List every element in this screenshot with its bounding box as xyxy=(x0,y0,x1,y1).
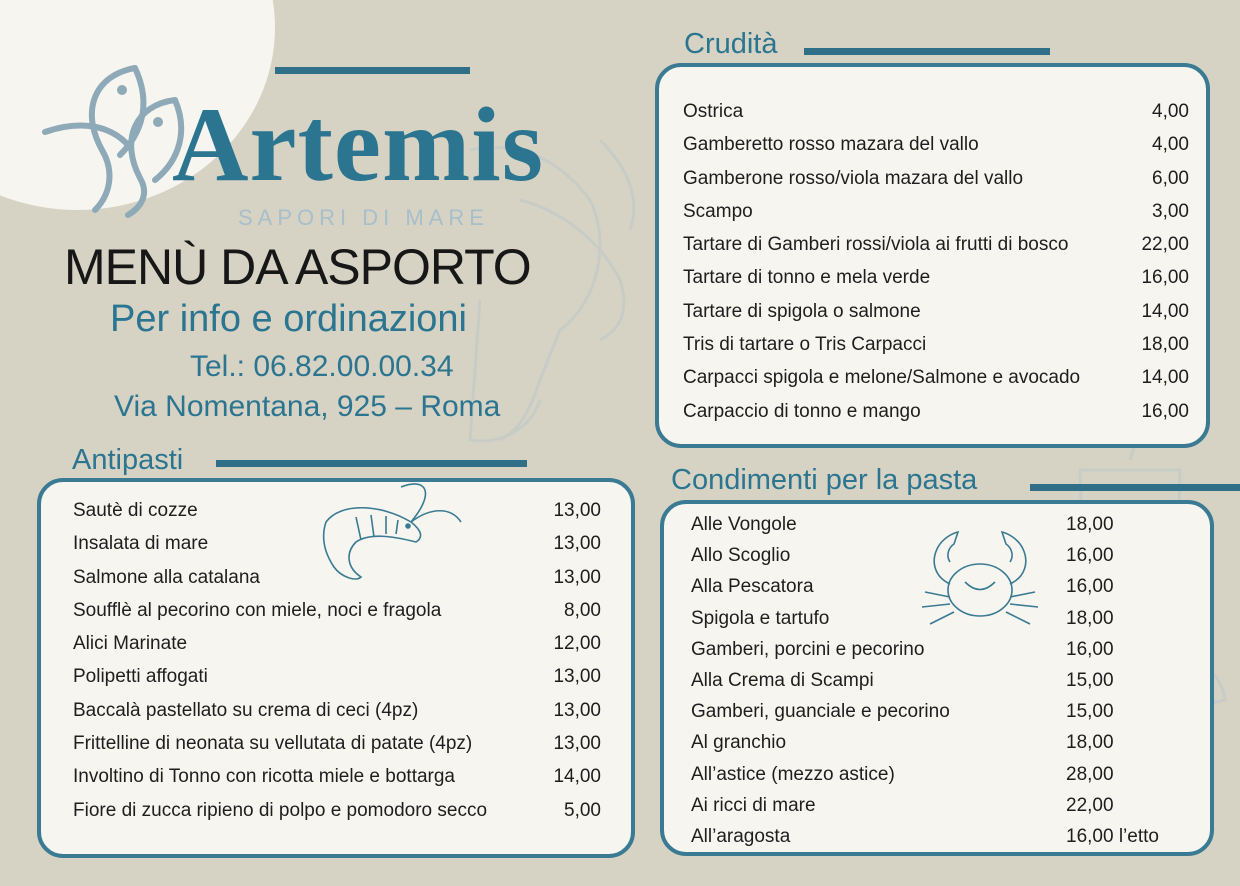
item-price: 13,00 xyxy=(553,733,601,755)
menu-item xyxy=(683,328,1189,361)
menu-item xyxy=(683,128,1189,161)
decorative-bar xyxy=(275,67,470,74)
item-price: 22,00 xyxy=(1066,794,1114,816)
item-name: Involtino di Tonno con ricotta miele e bottarga xyxy=(73,766,455,788)
menu-item xyxy=(691,821,1171,852)
item-price: 4,00 xyxy=(1152,134,1189,156)
item-name: Gamberi, porcini e pecorino xyxy=(691,638,925,660)
menu-item xyxy=(691,759,1171,790)
item-name: Alle Vongole xyxy=(691,514,797,535)
menu-item xyxy=(73,694,601,727)
item-name: Gamberone rosso/viola mazara del vallo xyxy=(683,167,1024,189)
item-price: 3,00 xyxy=(1152,200,1189,222)
item-price: 18,00 xyxy=(1066,514,1114,535)
menu-item xyxy=(691,727,1171,758)
item-name: Gamberetto rosso mazara del vallo xyxy=(683,134,979,156)
item-name: Carpacci spigola e melone/Salmone e avocado xyxy=(683,367,1081,389)
item-price: 13,00 xyxy=(553,699,601,721)
item-price: 5,00 xyxy=(564,799,601,821)
menu-item xyxy=(691,696,1171,727)
pasta-list xyxy=(691,509,1171,852)
item-name: Tris di tartare o Tris Carpacci xyxy=(683,334,927,356)
menu-item xyxy=(683,295,1189,328)
pasta-title: Condimenti per la pasta xyxy=(671,464,978,496)
item-price: 16,00 xyxy=(1141,400,1189,422)
item-price: 16,00 xyxy=(1141,267,1189,289)
item-price: 18,00 xyxy=(1141,334,1189,356)
item-name: Carpaccio di tonno e mango xyxy=(683,400,921,422)
item-price: 13,00 xyxy=(553,500,601,521)
item-name: Sautè di cozze xyxy=(73,500,198,521)
item-price: 14,00 xyxy=(553,766,601,788)
crudita-list xyxy=(683,95,1189,428)
brand-name: Artemis xyxy=(172,86,544,203)
item-name: Spigola e tartufo xyxy=(691,607,830,629)
item-name: Allo Scoglio xyxy=(691,545,791,567)
antipasti-panel xyxy=(37,478,635,858)
item-price: 16,00 xyxy=(1066,545,1114,567)
pasta-panel xyxy=(660,500,1214,856)
menu-item xyxy=(73,594,601,627)
menu-item xyxy=(683,361,1189,394)
info-heading: Per info e ordinazioni xyxy=(110,298,467,340)
antipasti-list xyxy=(73,494,601,827)
item-name: Scampo xyxy=(683,200,753,222)
item-name: Al granchio xyxy=(691,732,787,754)
item-price: 16,00 xyxy=(1066,638,1114,660)
menu-item xyxy=(73,660,601,693)
item-price: 4,00 xyxy=(1152,101,1189,122)
crudita-panel xyxy=(655,63,1210,448)
item-price: 16,00 xyxy=(1066,576,1114,598)
item-price: 18,00 xyxy=(1066,607,1114,629)
antipasti-title: Antipasti xyxy=(72,444,184,476)
item-name: All’aragosta xyxy=(691,825,791,847)
item-price: 12,00 xyxy=(553,633,601,655)
menu-item xyxy=(73,727,601,760)
crudita-title: Crudità xyxy=(684,28,778,60)
menu-item xyxy=(683,162,1189,195)
menu-item xyxy=(73,527,601,560)
menu-item xyxy=(683,261,1189,294)
item-price: 13,00 xyxy=(553,666,601,688)
menu-title: MENÙ DA ASPORTO xyxy=(64,239,531,295)
item-price: 15,00 xyxy=(1066,669,1114,691)
two-fish-logo-icon xyxy=(40,60,190,220)
item-name: Gamberi, guanciale e pecorino xyxy=(691,701,950,723)
item-price: 18,00 xyxy=(1066,732,1114,754)
item-name: Polipetti affogati xyxy=(73,666,208,688)
item-price: 8,00 xyxy=(564,599,601,621)
menu-item xyxy=(683,195,1189,228)
menu-item xyxy=(691,540,1171,571)
menu-item xyxy=(73,794,601,827)
item-price: 6,00 xyxy=(1152,167,1189,189)
menu-item xyxy=(73,561,601,594)
menu-item xyxy=(73,494,601,527)
menu-item xyxy=(691,603,1171,634)
phone-number: Tel.: 06.82.00.00.34 xyxy=(190,350,454,383)
item-name: Insalata di mare xyxy=(73,533,209,555)
item-name: Salmone alla catalana xyxy=(73,566,260,588)
item-name: Tartare di tonno e mela verde xyxy=(683,267,931,289)
item-price: 13,00 xyxy=(553,566,601,588)
item-name: Ostrica xyxy=(683,101,744,122)
item-price: 28,00 xyxy=(1066,763,1114,785)
brand-tagline: SAPORI DI MARE xyxy=(238,205,489,230)
item-name: Frittelline di neonata su vellutata di patate (4pz) xyxy=(73,733,473,755)
menu-item xyxy=(73,627,601,660)
menu-item xyxy=(683,95,1189,128)
decorative-bar xyxy=(804,48,1050,55)
decorative-bar xyxy=(216,460,527,467)
address: Via Nomentana, 925 – Roma xyxy=(114,390,501,423)
menu-item xyxy=(691,571,1171,602)
item-price: 14,00 xyxy=(1141,300,1189,322)
menu-item xyxy=(73,760,601,793)
item-name: Tartare di Gamberi rossi/viola ai frutti di bosco xyxy=(683,234,1069,256)
item-name: All’astice (mezzo astice) xyxy=(691,763,895,785)
item-name: Baccalà pastellato su crema di ceci (4pz) xyxy=(73,699,419,721)
item-price: 14,00 xyxy=(1141,367,1189,389)
menu-item xyxy=(691,665,1171,696)
item-name: Fiore di zucca ripieno di polpo e pomodoro secco xyxy=(73,799,488,821)
item-name: Soufflè al pecorino con miele, noci e fragola xyxy=(73,599,442,621)
menu-item xyxy=(683,228,1189,261)
menu-item xyxy=(691,509,1171,540)
item-name: Alici Marinate xyxy=(73,633,188,655)
item-name: Tartare di spigola o salmone xyxy=(683,300,921,322)
menu-item xyxy=(683,395,1189,428)
item-price: 16,00 l’etto xyxy=(1066,825,1159,847)
item-name: Alla Pescatora xyxy=(691,576,814,598)
menu-item xyxy=(691,790,1171,821)
item-name: Ai ricci di mare xyxy=(691,794,816,816)
menu-item xyxy=(691,634,1171,665)
item-name: Alla Crema di Scampi xyxy=(691,669,874,691)
item-price: 13,00 xyxy=(553,533,601,555)
item-price: 22,00 xyxy=(1141,234,1189,256)
item-price: 15,00 xyxy=(1066,701,1114,723)
decorative-bar xyxy=(1030,484,1240,491)
